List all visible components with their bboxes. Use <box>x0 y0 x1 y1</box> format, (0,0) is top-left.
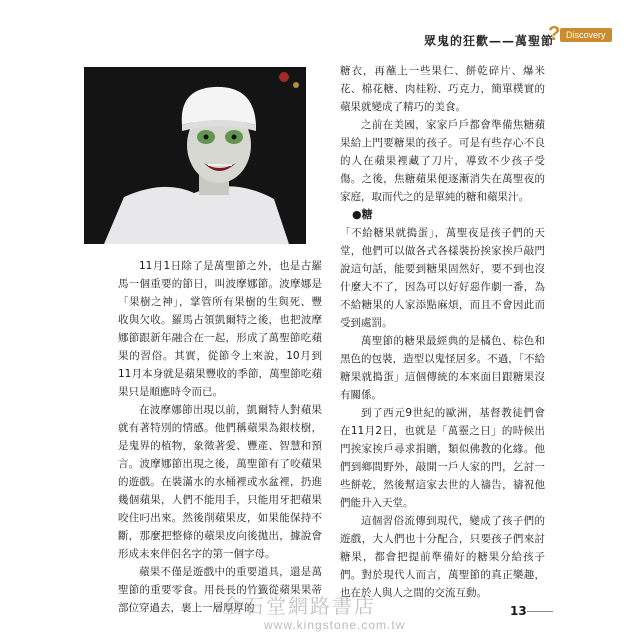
left-paragraph-3: 蘋果不僅是遊戲中的重要道具，還是萬聖節的重要零食。用長長的竹籤從蘋果果蒂部位穿過去，裹上一層厚厚的 <box>118 566 322 614</box>
right-column <box>340 62 545 602</box>
right-paragraph-1: 糖衣，再蘸上一些果仁、餅乾碎片、爆米花、棉花糖、肉桂粉、巧克力，簡單樸實的蘋果就變成了精巧的美食。 <box>340 65 545 113</box>
page-number-rule <box>527 611 553 612</box>
header-title: 眾鬼的狂歡——萬聖節 <box>423 34 554 48</box>
right-paragraph-6: 這個習俗流傳到現代，變成了孩子們的遊戲，大人們也十分配合，只要孩子們來討糖果，都會把提前準備好的糖果分給孩子們。對於現代人而言，萬聖節的真正樂趣，也在於人與人之間的交流互動。 <box>340 515 545 599</box>
photo-illustration <box>84 67 306 244</box>
discovery-question-icon: ? <box>548 23 561 45</box>
right-paragraph-3: 「不給糖果就搗蛋」，萬聖夜是孩子們的天堂，他們可以做各式各樣裝扮挨家挨戶敲門說這句話，能要到糖果固然好，要不到也沒什麼大不了，因為可以好好惡作劇一番，為不給糖果的人家添點麻煩，而且不會因此而受到處罰。 <box>340 227 545 329</box>
watermark-url: www.kingstone.com.tw <box>264 618 406 632</box>
discovery-badge: Discovery <box>560 28 612 42</box>
left-paragraph-1: 11月1日除了是萬聖節之外，也是古羅馬一個重要的節日，叫波摩娜節。波摩娜是「果樹之神」，掌管所有果樹的生與死、豐收與欠收。羅馬占領凱爾特之後，也把波摩娜節跟新年融合在一起，形成了萬聖節吃蘋果的習俗。其實，從節令上來說，10月到11月本身就是蘋果豐收的季節，萬聖節吃蘋果只是順應時令而已。 <box>118 260 322 398</box>
watermark-text: 金石堂網路書店 <box>222 594 376 618</box>
page-number: 13 <box>510 604 527 618</box>
left-paragraph-2: 在波摩娜節出現以前，凱爾特人對蘋果就有著特別的情感。他們稱蘋果為銀枝樹，是鬼界的植物，象徵著愛、豐產、智慧和預言。波摩娜節出現之後，萬聖節有了咬蘋果的遊戲。在裝滿水的水桶裡或水盆裡，扔進幾個蘋果，人們不能用手，只能用牙把蘋果咬住叼出來。然後削蘋果皮，如果能保持不斷，那麼把整條的蘋果皮向後拋出，據說會形成未來伴侶名字的第一個字母。 <box>118 404 322 560</box>
halloween-photo <box>84 67 306 244</box>
left-column <box>118 257 322 617</box>
right-paragraph-5: 到了西元9世紀的歐洲，基督教徒們會在11月2日，也就是「萬靈之日」的時候出門挨家挨戶尋求捐贈，類似佛教的化緣。他們到鄉間野外，敲開一戶人家的門，乞討一些餅乾，然後幫這家去世的人禱告，禱祝他們能升入天堂。 <box>340 407 545 509</box>
right-paragraph-4: 萬聖節的糖果最經典的是橘色、棕色和黑色的包裝，造型以鬼怪居多。不過，「不給糖果就搗蛋」這個傳統的本來面目跟糖果沒有關係。 <box>340 335 545 401</box>
section-heading-candy: ●糖 <box>352 208 373 221</box>
page-header <box>424 30 554 49</box>
right-paragraph-2: 之前在美國，家家戶戶都會準備焦糖蘋果給上門要糖果的孩子。可是有些存心不良的人在蘋果裡藏了刀片，導致不少孩子受傷。之後，焦糖蘋果便逐漸消失在萬聖夜的家庭，取而代之的是單純的糖和蘋果汁。 <box>340 119 545 203</box>
